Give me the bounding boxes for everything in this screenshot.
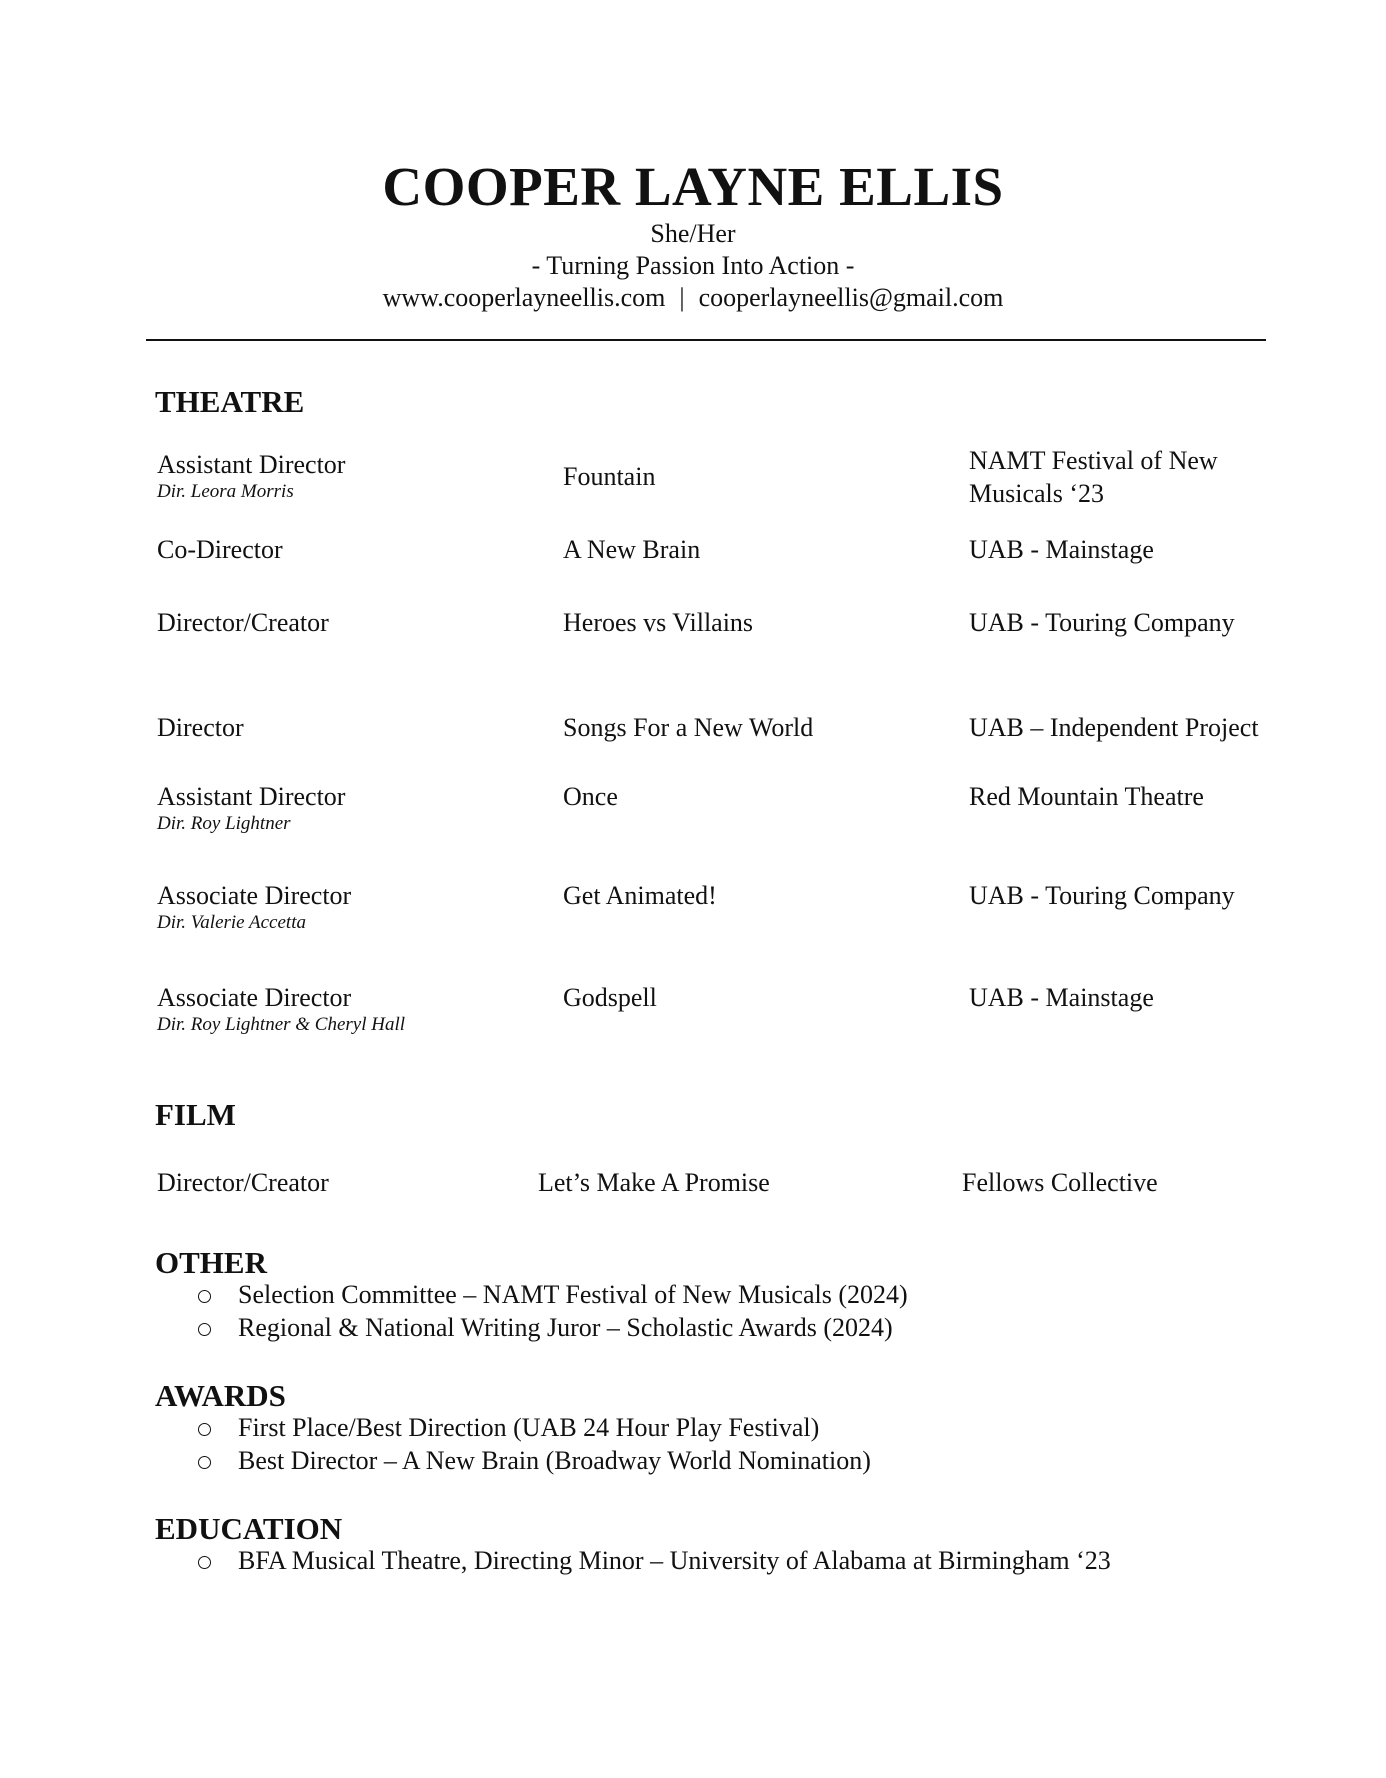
theatre-role [157,981,405,1036]
theatre-production: A New Brain [563,535,701,564]
contact-separator: | [679,283,685,312]
tagline: - Turning Passion Into Action - [531,251,855,280]
film-role: Director/Creator [157,1168,329,1197]
other-list [196,1278,908,1344]
hollow-circle-bullet-icon [198,1323,211,1336]
theatre-director-credit: Dir. Valerie Accetta [157,912,306,933]
section-title-other: OTHER [155,1245,267,1280]
theatre-production: Godspell [563,983,657,1012]
theatre-role: Director [157,713,244,742]
theatre-production: Songs For a New World [563,713,814,742]
email-link[interactable]: cooperlayneellis@gmail.com [698,283,1004,312]
pronouns: She/Her [650,219,736,248]
theatre-role [157,448,345,503]
theatre-venue-line: Musicals ‘23 [969,479,1105,508]
hollow-circle-bullet-icon [198,1290,211,1303]
film-production: Let’s Make A Promise [538,1168,770,1197]
theatre-production: Get Animated! [563,881,717,910]
theatre-venue-line: NAMT Festival of New [969,446,1218,475]
hollow-circle-bullet-icon [198,1456,211,1469]
theatre-venue: Red Mountain Theatre [969,782,1204,811]
section-title-theatre: THEATRE [155,384,305,419]
list-item: BFA Musical Theatre, Directing Minor – University of Alabama at Birmingham ‘23 [196,1544,1111,1577]
theatre-venue: UAB – Independent Project [969,713,1259,742]
section-title-film: FILM [155,1097,236,1132]
theatre-role-label: Assistant Director [157,450,346,479]
list-item: Regional & National Writing Juror – Scholastic Awards (2024) [196,1311,908,1344]
education-list [196,1544,1111,1577]
theatre-role [157,879,351,934]
theatre-venue: UAB - Touring Company [969,881,1235,910]
theatre-role-label: Associate Director [157,983,352,1012]
theatre-venue: UAB - Mainstage [969,535,1154,564]
theatre-venue: UAB - Mainstage [969,983,1154,1012]
film-venue: Fellows Collective [962,1168,1158,1197]
list-item: First Place/Best Direction (UAB 24 Hour Play Festival) [196,1411,871,1444]
theatre-role-label: Assistant Director [157,782,346,811]
theatre-role [157,780,345,835]
hollow-circle-bullet-icon [198,1556,211,1569]
theatre-venue [969,444,1218,510]
theatre-director-credit: Dir. Roy Lightner & Cheryl Hall [157,1014,406,1035]
resume-name: COOPER LAYNE ELLIS [382,156,1004,217]
section-title-education: EDUCATION [155,1511,343,1546]
theatre-production: Once [563,782,618,811]
theatre-director-credit: Dir. Leora Morris [157,481,294,502]
awards-list [196,1411,871,1477]
header-divider [146,339,1266,341]
theatre-role-label: Associate Director [157,881,352,910]
theatre-venue: UAB - Touring Company [969,608,1235,637]
section-title-awards: AWARDS [155,1378,286,1413]
list-item: Best Director – A New Brain (Broadway World Nomination) [196,1444,871,1477]
theatre-role: Co-Director [157,535,283,564]
list-item: Selection Committee – NAMT Festival of New Musicals (2024) [196,1278,908,1311]
theatre-role: Director/Creator [157,608,329,637]
website-link[interactable]: www.cooperlayneellis.com [382,283,666,312]
hollow-circle-bullet-icon [198,1423,211,1436]
theatre-director-credit: Dir. Roy Lightner [157,813,291,834]
theatre-production: Fountain [563,462,656,491]
contact-line [0,282,1386,314]
theatre-production: Heroes vs Villains [563,608,754,637]
